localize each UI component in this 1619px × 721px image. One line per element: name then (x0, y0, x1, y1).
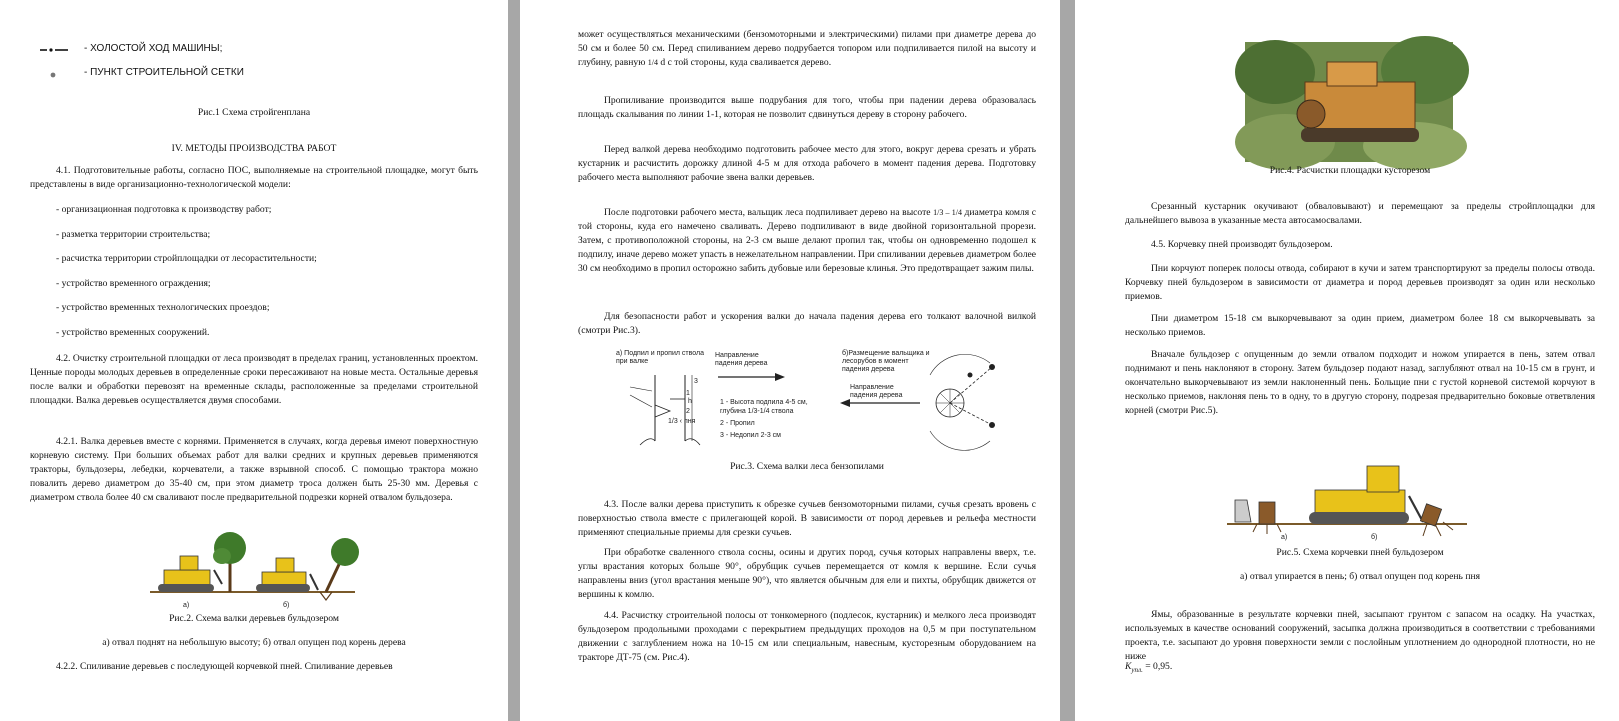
paragraph-stump-diameter: Пни диаметром 15-18 см выкорчевывают за один прием, диаметром более 18 см выкорчевывать за несколько приемов. (1125, 313, 1595, 338)
legend-dash-dot-symbol (40, 47, 70, 53)
document-page-1 (0, 0, 508, 721)
list-item: - разметка территории строительства; (56, 228, 211, 240)
fig3-label-2: 2 (686, 408, 690, 415)
paragraph-4-2: 4.2. Очистку строительной площадки от леса производят в пределах границ, установленных проектом. Ценные породы молодых деревьев в определенные сроки пересаживают на новые места. Остальные деревья после валки и обработки перевозят на временные склады, расположенные за пределами строительной площадки. Валка деревьев осуществляется двумя способами. (30, 353, 478, 406)
fig3-direction-2: Направление падения дерева (850, 384, 903, 399)
fig3-caption: Рис.3. Схема валки леса бензопилами (730, 461, 884, 472)
fig4-caption: Рис.4. Расчистки площадки кусторезом (1269, 165, 1431, 176)
list-item: - расчистка территории стройплощадки от лесорастительности; (56, 253, 317, 265)
k-value: = 0,95. (1145, 661, 1173, 672)
fig1-caption: Рис.1 Схема стройгенплана (197, 107, 311, 118)
paragraph-stump-uprooting: Пни корчуют поперек полосы отвода, собирают в кучи и затем транспортируют за пределы полосы отвода. Корчевку пней бульдозером в зависимости от диаметра и пород деревьев производят за один или несколько приемов. (1125, 263, 1595, 302)
list-item: - устройство временного ограждения; (56, 277, 211, 289)
continuation-text-b: d с той стороны, куда сваливается дерево. (660, 57, 832, 68)
paragraph-continuation (578, 28, 1036, 70)
k-symbol: K (1125, 661, 1132, 672)
document-page-3 (1075, 0, 1619, 721)
fig5-stump-bulldozer-illustration (1227, 460, 1467, 540)
fig3-title-b: б)Размещение вальщика и лесорубов в момент падения дерева (842, 350, 930, 373)
paragraph-4-2-2: 4.2.2. Спиливание деревьев с последующей корчевкой пней. Спиливание деревьев (56, 661, 393, 672)
list-item: - организационная подготовка к производству работ; (56, 204, 272, 215)
k-subscript: упл. (1131, 665, 1143, 674)
paragraph-safety: Для безопасности работ и ускорения валки до начала падения дерева его толкают валочной вилкой (смотри Рис.3). (578, 311, 1036, 336)
fig5-label-a: а) (1281, 534, 1288, 541)
paragraph-undercut (578, 206, 1036, 276)
list-item: - устройство временных сооружений. (56, 326, 210, 338)
continuation-text-a: может осуществляться механическими (бензомоторными и электрическими) пилами при диаметре дерева до 50 см и более 50 см. Перед спиливанием дерево подрубается топором или подпиливается пилой на высоту и глубину, равную (578, 29, 1036, 68)
paragraph-4-2-1: 4.2.1. Валка деревьев вместе с корнями. Применяется в случаях, когда деревья имеют поверхностную корневую систему. При больших объемах работ для валки средних и крупных деревьев применяются тракторы, бульдозеры, лебедки, корчеватели, а также взрывной способ. С помощью трактора можно повалить дерево диаметром до 35-40 см, при этом диаметр троса должен быть 25-30 мм. Деревья с диаметром ствола более 40 см сваливают после предварительной подрезки корней отвалом бульдозера. (30, 436, 478, 503)
legend-dot-symbol (49, 71, 57, 79)
list-item: - устройство временных технологических проездов; (56, 302, 270, 314)
fig5-note: а) отвал упирается в пень; б) отвал опущен под корень пня (1239, 571, 1481, 582)
fig3-label-d: 1/3 ‹ пня (668, 418, 696, 425)
fig3-label-3: 3 (694, 378, 698, 385)
fig2-label-b: б) (283, 602, 290, 609)
fig3-label-h: h (688, 398, 692, 405)
fig3-direction-1: Направление падения дерева (715, 352, 768, 367)
paragraph-sawing: Пропиливание производится выше подрубания для того, чтобы при падении дерева образовалась площадь скалывания по линии 1-1, которая не позволит сдвинуться дереву в сторону рабочего. (578, 95, 1036, 120)
legend-item-idle-run: - ХОЛОСТОЙ ХОД МАШИНЫ; (84, 43, 223, 54)
fraction-quarter: 1/4 (647, 58, 659, 67)
fig5-label-b: б) (1371, 534, 1378, 541)
fig3-item-3: 3 - Недопил 2-3 см (720, 432, 781, 439)
fig2-bulldozer-illustration (150, 530, 360, 610)
section-title: IV. МЕТОДЫ ПРОИЗВОДСТВА РАБОТ (171, 143, 337, 154)
list-preparation (56, 203, 317, 351)
paragraph-branches: При обработке сваленного ствола сосны, осины и других пород, сучья которых направлены вверх, т.е. углы врастания которых больше 90°, обрубщик сучьев перемещается от комля к вершине. Если сучья направлены вниз (угол врастания меньше 90°), что является обычным для ели и пихты, обрубщик движется от вершины к комлю. (578, 547, 1036, 600)
undercut-text: диаметра комля с той стороны, куда его намечено сваливать. Дерево подпиливают в виде двойной горизонтальной прорези. Затем, с противоположной стороны, на 2-3 см выше делают пропил так, чтобы он одновременно подошел к подпилу, иначе дерево может упасть в нежелательном направлении. При спиливании деревьев диаметром более 30 см необходимо в пропил осторожно забить дубовые или березовые клинья. Это предотвращает зажим пилы. (578, 207, 1037, 274)
paragraph-4-3: 4.3. После валки дерева приступить к обрезке сучьев бензомоторными пилами, сучья срезать вровень с поверхностью ствола вместе с прилегающей корой. В зависимости от пород деревьев и рельефа местности применяют специальные приемы для срезки сучьев. (578, 499, 1036, 538)
fig3-title-a: а) Подпил и пропил ствола при валке (616, 350, 704, 365)
fig4-brushcutter-photo (1245, 42, 1453, 162)
undercut-lead: После подготовки рабочего места, вальщик леса подпиливает дерево на высоте (604, 207, 931, 218)
fig3-label-1: 1 (686, 390, 690, 397)
paragraph-workplace: Перед валкой дерева необходимо подготовить рабочее место для этого, вокруг дерева срезать и убрать кустарник и расчистить дорожку длиной 4-5 м для отхода рабочего в момент падения дерева. Подготовку рабочего места выполняют рабочие звена валки деревьев. (578, 144, 1036, 183)
paragraph-bulldozer-process: Вначале бульдозер с опущенным до земли отвалом подходит и ножом упирается в пень, затем отвал поднимают и пень наклоняют в сторону. Затем бульдозер подают назад, заглубляют отвал на 10-15 см в грунт, и окончательно выкорчевывают из земли наклоненный пень. Больщие пни с густой корневой системой корчуют в несколько приемов, наклоняя пень то в одну, то в другую сторону, подрезая предварительно боковые ответвления корней (смотри Рис.5). (1125, 349, 1595, 416)
paragraph-4-1: 4.1. Подготовительные работы, согласно ПОС, выполняемые на строительной площадке, могут быть представлены в виде организационно-технологической модели: (30, 165, 478, 190)
legend-item-grid-point: - ПУНКТ СТРОИТЕЛЬНОЙ СЕТКИ (84, 67, 244, 78)
fig5-caption: Рис.5. Схема корчевки пней бульдозером (1276, 547, 1444, 558)
paragraph-brush-removal: Срезанный кустарник окучивают (обваловывают) и перемещают за пределы стройплощадки для дальнейшего вывоза в указанные места автосамосвалами. (1125, 201, 1595, 226)
document-page-2 (520, 0, 1060, 721)
fig3-item-2: 2 - Пропил (720, 420, 755, 427)
paragraph-4-4: 4.4. Расчистку строительной полосы от тонкомерного (подлесок, кустарник) и мелкого леса производят бульдозером продольными проходами с перекрытием предыдущих проходов на 0,5 м при поступательном движении с заглублением ножа на 10-15 см или специальным, навесным, кусторезным оборудованием на тракторе ДТ-75 (см. Рис.4). (578, 610, 1036, 663)
fig3-item-1: 1 - Высота подпила 4-5 см, глубина 1/3-1/4 ствола (720, 399, 808, 415)
fig2-caption: Рис.2. Схема валки деревьев бульдозером (169, 613, 339, 624)
compaction-coefficient (1125, 660, 1172, 677)
fig2-label-a: а) (183, 602, 190, 609)
fraction-third-quarter: 1/3 – 1/4 (933, 208, 962, 217)
paragraph-pit-filling: Ямы, образованные в результате корчевки пней, засыпают грунтом с запасом на осадку. На участках, используемых в качестве оснований сооружений, засыпка должна производиться в соответствии с требованиями проекта, т.е. засыпают до уровня поверхности земли с послойным уплотнением до однородной плотности, но не ниже (1125, 609, 1595, 662)
paragraph-4-5: 4.5. Корчевку пней производят бульдозером. (1151, 239, 1333, 250)
fig2-note: а) отвал поднят на небольшую высоту; б) отвал опущен под корень дерева (102, 637, 406, 648)
